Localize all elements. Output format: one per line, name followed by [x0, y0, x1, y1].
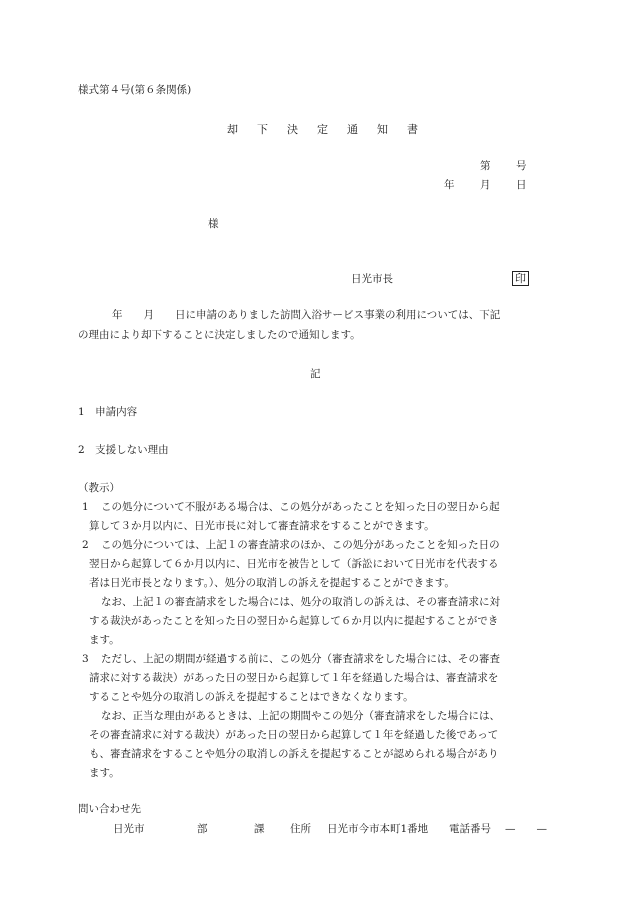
- body-line-2: の理由により却下することに決定しましたので通知します。: [78, 329, 361, 341]
- ki-heading: 記: [310, 368, 321, 380]
- section-application-content: 1 申請内容: [78, 406, 138, 418]
- number-suffix: 号: [516, 160, 527, 172]
- number-prefix: 第: [480, 160, 491, 172]
- addressee: 様: [208, 218, 219, 230]
- contact-phone: — —: [505, 823, 547, 835]
- instruction-note-line: なお、正当な理由があるときは、上記の期間やこの処分（審査請求をした場合には、: [101, 710, 500, 722]
- title-char: 決: [287, 123, 298, 136]
- contact-dept: 部: [197, 823, 208, 835]
- title-char: 書: [407, 123, 418, 136]
- instruction-line: 請求に対する裁決）があった日の翌日から起算して１年を経過した場合は、審査請求を: [89, 672, 499, 684]
- form-label: 様式第４号(第６条関係): [78, 84, 192, 96]
- instruction-note-line: ます。: [89, 767, 120, 779]
- instruction-line: することや処分の取消しの訴えを提起することはできなくなります。: [89, 691, 414, 703]
- instruction-note-line: も、審査請求をすることや処分の取消しの訴えを提起することが認められる場合があり: [89, 748, 499, 760]
- contact-heading: 問い合わせ先: [78, 803, 141, 815]
- instruction-line: ただし、上記の期間が経過する前に、この処分（審査請求をした場合には、その審査: [101, 653, 500, 665]
- document-title: [227, 124, 418, 136]
- date-month: 月: [480, 179, 491, 191]
- instruction-line: 者は日光市長となります。）、処分の取消しの訴えを提起することができます。: [89, 577, 455, 589]
- title-char: 下: [257, 123, 268, 136]
- instruction-number: 2: [82, 539, 89, 551]
- title-char: 定: [317, 123, 328, 136]
- instruction-note-line: なお、上記１の審査請求をした場合には、処分の取消しの訴えは、その審査請求に対: [101, 596, 500, 608]
- section-reason: 2 支援しない理由: [78, 444, 169, 456]
- contact-section: 課: [254, 823, 265, 835]
- title-char: 通: [347, 123, 358, 136]
- instruction-number: 1: [82, 501, 89, 513]
- date-year: 年: [444, 179, 455, 191]
- seal-mark: 印: [512, 271, 529, 286]
- body-line-1: 年 月 日に申請のありました訪問入浴サービス事業の利用については、下記: [112, 309, 501, 321]
- instruction-note-line: その審査請求に対する裁決）があった日の翌日から起算して１年を経過した後であって: [89, 729, 499, 741]
- instruction-line: この処分については、上記１の審査請求のほか、この処分があったことを知った日の: [101, 539, 500, 551]
- instruction-heading: （教示）: [78, 482, 120, 494]
- instruction-line: この処分について不服がある場合は、この処分があったことを知った日の翌日から起: [101, 501, 500, 513]
- date-day: 日: [516, 179, 527, 191]
- contact-address-label: 住所: [290, 823, 311, 835]
- contact-phone-label: 電話番号: [449, 823, 491, 835]
- instruction-line: 算して３か月以内に、日光市長に対して審査請求をすることができます。: [89, 520, 435, 532]
- title-char: 知: [377, 123, 388, 136]
- instruction-note-line: ます。: [89, 634, 120, 646]
- instruction-number: 3: [82, 653, 89, 665]
- instruction-note-line: する裁決があったことを知った日の翌日から起算して６か月以内に提起することができ: [89, 615, 499, 627]
- contact-city: 日光市: [113, 823, 145, 835]
- title-char: 却: [227, 123, 238, 136]
- instruction-line: 翌日から起算して６か月以内に、日光市を被告として（訴訟において日光市を代表する: [89, 558, 499, 570]
- issuer-name: 日光市長: [351, 273, 393, 285]
- contact-address: 日光市今市本町1番地: [327, 823, 429, 835]
